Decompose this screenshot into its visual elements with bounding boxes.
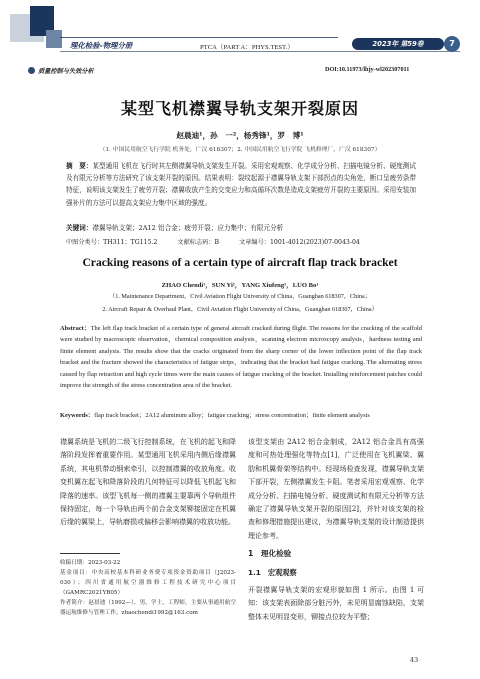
footnote-received: 收稿日期：2023-03-22 (60, 560, 121, 566)
keywords-cn-text: 襟翼导轨支架；2A12 铝合金；疲劳开裂；应力集中；有限元分析 (92, 224, 284, 232)
affiliation-en-1: （1. Maintenance Department，Civil Aviation Flight University of China，Guanghan 618307，China； (109, 293, 371, 300)
document-code: 文献标志码：B (177, 239, 220, 246)
keywords-en-label: Keywords： (60, 412, 95, 419)
classification-row (66, 237, 416, 246)
authors-cn: 赵晨迪¹，孙 一²，杨秀锋¹，罗 博¹ (176, 131, 304, 140)
body-text-left: 襟翼系统是飞机的二级飞行控制系统，在飞机的起飞和降落阶段发挥着重要作用。某型通用飞机采用内侧后缘襟翼系统，其电机带动钢索牵引，以控制襟翼的收放角度。收变机翼在起飞和降落阶段的几何特征可以降低飞机起飞和降落的速率。该型飞机每一侧的襟翼主要靠两个导轨组件保持固定，每一个导轨由两个前合金支架铆接固定在机翼后缘的翼梁上，导轨磨损或偏移会影响襟翼的收放功能。 (60, 438, 236, 527)
keywords-cn-label: 关键词： (66, 224, 93, 232)
abstract-cn-label: 摘 要： (66, 162, 93, 170)
footnote-fund: 基金项目：中央高校基本科研业务费专项资金资助项目（J2023-030）；四川省通用航空器维修工程技术研究中心项目（GAMRC2021YB05） (60, 570, 236, 596)
page-number: 43 (410, 656, 419, 664)
clc-number: 中图分类号：TH311；TG115.2 (66, 239, 158, 246)
footnotes (60, 558, 236, 618)
abstract-cn (66, 160, 416, 209)
body-text-right: 该型支架由 2A12 铝合金制成，2A12 铝合金具有高强度和可热处理强化等特点[1]，广泛使用在飞机翼梁、翼肋和机翼骨架等结构中。经现场检查发现，襟翼导轨支架下部开裂，左侧襟翼发生卡阻。笔者采用宏观观察、化学成分分析、扫描电镜分析、硬度测试和有限元分析等方法确定了襟翼导轨支架开裂的原因[2]，并针对该支架的检查和修理措施提出建议，为襟翼导轨支架的设计制造提供理论参考。 (248, 438, 424, 540)
year-issue-badge: 2023年 第59卷 (352, 38, 444, 50)
affiliation-en-2: 2. Aircraft Repair & Overhaul Plant，Civil Aviation Flight University of China，Guanghan 618307，China） (102, 306, 378, 313)
article-title-en: Cracking reasons of a certain type of aircraft flap track bracket (82, 256, 398, 269)
section-tag: 质量控制与失效分析 (38, 68, 94, 75)
authors-en: ZHAO Chendi¹，SUN Yi²，YANG Xiufeng¹，LUO Bo¹ (161, 282, 319, 289)
footnote-author: 作者简介：赵晨迪（1992—），男，学士，工程师，主要从事通用航空器运航维修与管理工作，zhaochendi1992@163.com (60, 600, 236, 616)
article-number: 文章编号：1001-4012(2023)07-0043-04 (239, 239, 360, 246)
header-band (0, 0, 480, 62)
journal-logo-text: 理化检验-物理分册 (70, 41, 133, 50)
section-1-1-text: 开裂襟翼导轨支架的宏观形貌如图 1 所示。由图 1 可知：该支架表面除部分脏污外，未见明显腐蚀缺陷，支架整体未见明显变形，铆接点位较为平整； (248, 586, 424, 621)
section-bullet-icon (28, 67, 35, 74)
keywords-en (60, 410, 422, 421)
footnote-divider (60, 553, 120, 554)
logo-block-mid (46, 30, 62, 48)
journal-name: PTCA（PART A：PHYS.TEST.） (200, 44, 294, 51)
doi-link[interactable]: DOI:10.11973/lhjy-wl202307011 (325, 66, 410, 73)
abstract-cn-text: 某型通用飞机在飞行时其左侧襟翼导轨支架发生开裂。采用宏观观察、化学成分分析、扫描电镜分析、硬度测试及有限元分析等方法研究了该支架开裂的原因。结果表明：裂纹起源于襟翼导轨支架下部拐点的尖角处，断口呈疲劳条带特征，说明该支架发生了疲劳开裂；襟翼收放产生的交变应力和高循环次数是造成支架疲劳开裂的主要原因。采用安装加强补片的方法可以提高支架应力集中区域的强度。 (66, 162, 417, 207)
section-heading-1: 1 理化检验 (248, 549, 292, 558)
abstract-en-label: Abstract： (60, 325, 91, 332)
issue-number-badge: 7 (444, 36, 460, 52)
keywords-en-text: flap track bracket；2A12 aluminum alloy；fatigue cracking；stress concentration；finite element analysis (94, 412, 370, 419)
keywords-cn (66, 222, 416, 234)
article-title-cn: 某型飞机襟翼导轨支架开裂原因 (120, 99, 359, 118)
affiliation-cn: （1. 中国民用航空飞行学院 机务处，广汉 618307；2. 中国民用航空飞行学院 飞机修理厂，广汉 618307） (99, 147, 381, 153)
abstract-en-text: The left flap track bracket of a certain type of general aircraft cracked during flight. The reasons for the cracking of the scaffold were studied by macroscopic observation，chemical composition analysis，scanning electron microscopy analysis，hardness testing and finite element analysis. The results show that the cracks originated from the sharp corner of the lower inflection point of the flap track bracket and the fracture showed the characteristics of fatigue strips，indicating that the bracket had fatigue cracking. The alternating stress caused by flap retraction and high cycle times were the main causes of fatigue cracking of the bracket. Installing reinforcement patches could improve the strength of the stress concentration area of the bracket. (60, 325, 423, 390)
abstract-en (60, 323, 422, 391)
section-heading-1-1: 1.1 宏观观察 (248, 568, 297, 577)
